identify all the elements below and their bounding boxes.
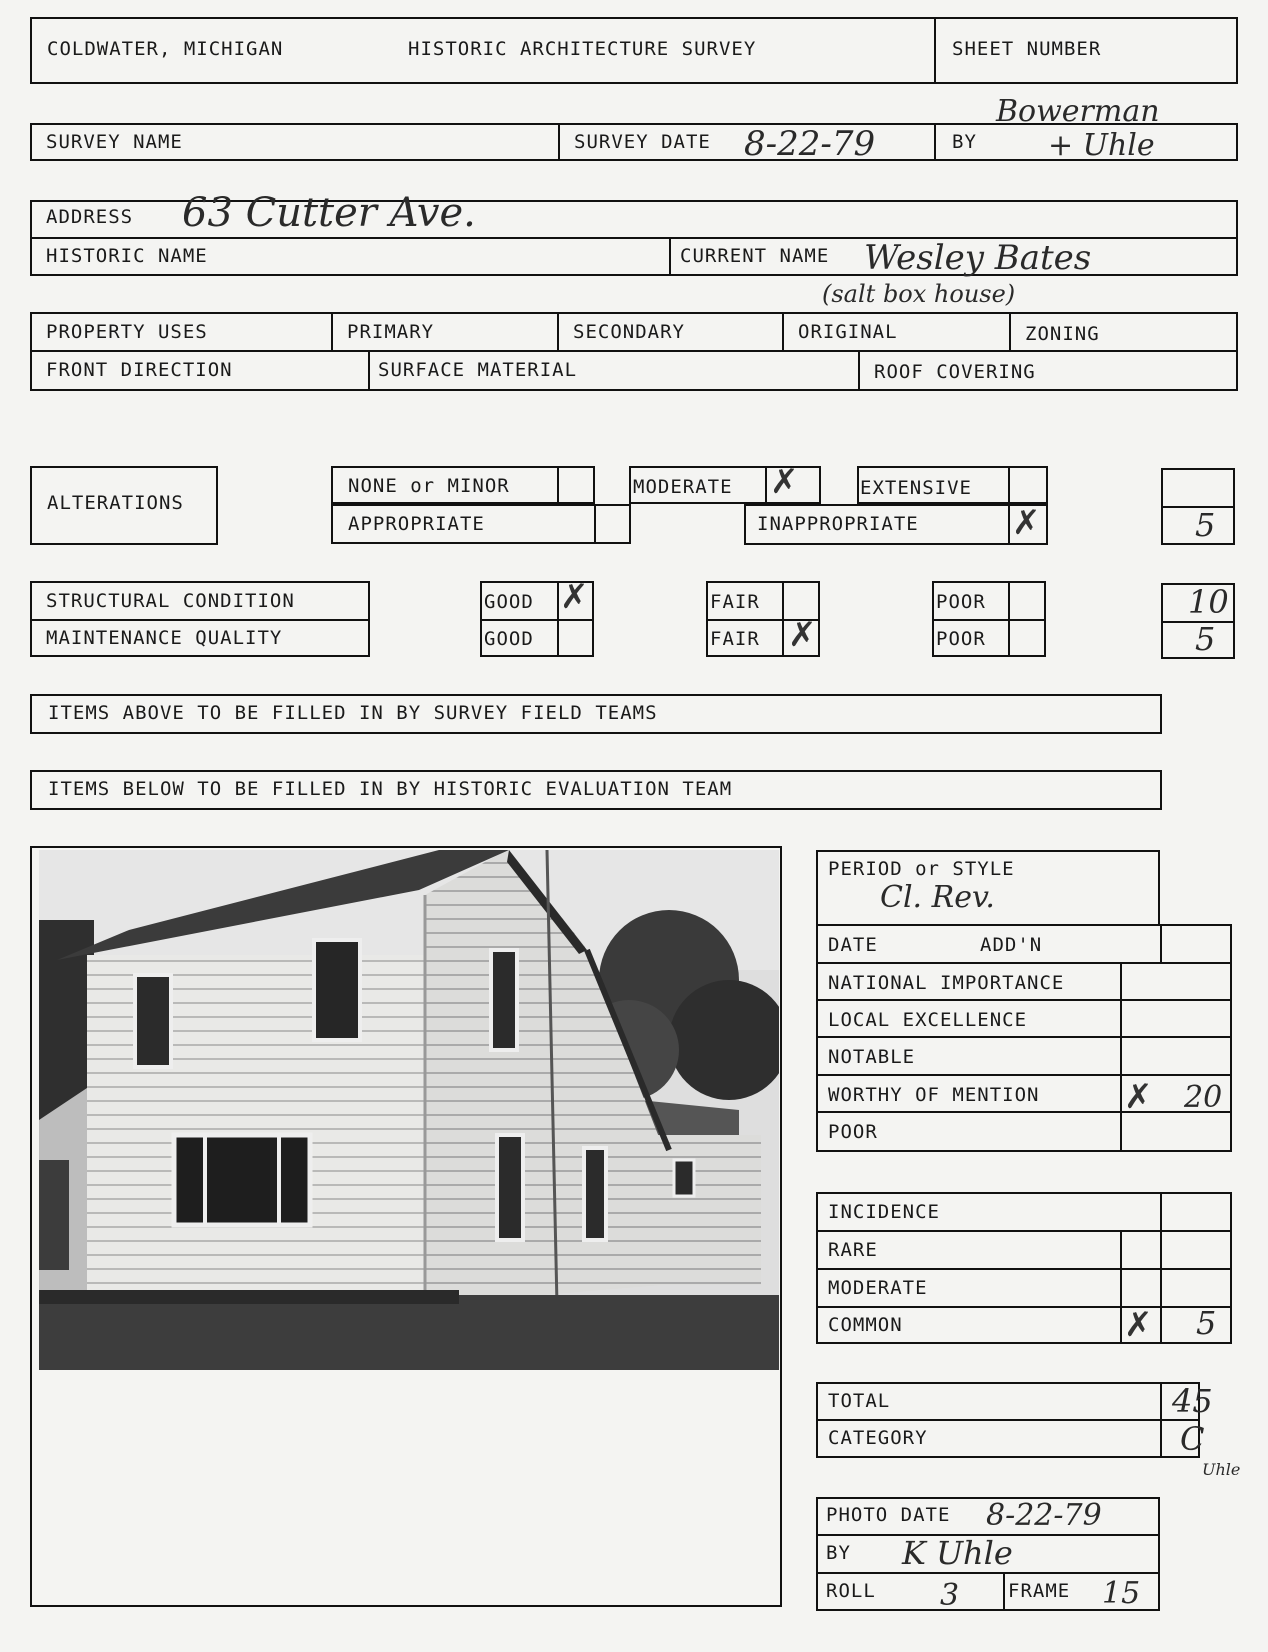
survey-date-label: SURVEY DATE [574, 131, 711, 153]
inappropriate-label: INAPPROPRIATE [757, 513, 919, 535]
current-name-value: Wesley Bates [864, 238, 1092, 278]
good-label-structural: GOOD [484, 591, 534, 613]
good-row-divider [480, 619, 594, 621]
totals-col-divider [1160, 1382, 1162, 1458]
appropriate-label: APPROPRIATE [348, 513, 485, 535]
category-initials: Uhle [1202, 1460, 1241, 1479]
survey-date-value: 8-22-79 [744, 124, 876, 164]
photo-date-label: PHOTO DATE [826, 1504, 951, 1526]
evaluation-score: 20 [1184, 1080, 1223, 1115]
maintenance-fair-checkmark: ✗ [788, 615, 817, 655]
property-row-divider [30, 350, 1238, 352]
frame-label: FRAME [1008, 1580, 1071, 1602]
roll-value: 3 [940, 1578, 960, 1613]
structural-good-checkmark: ✗ [560, 577, 589, 617]
house-photo [39, 850, 779, 1370]
photo-by-label: BY [826, 1542, 851, 1564]
sheet-number-label: SHEET NUMBER [952, 38, 1102, 60]
eval-row-divider-2 [816, 999, 1232, 1001]
form-title: HISTORIC ARCHITECTURE SURVEY [408, 38, 757, 60]
eval-col-divider-2 [1160, 924, 1162, 962]
moderate-alt-checkmark: ✗ [770, 462, 799, 502]
inc-col-divider-1 [1160, 1192, 1162, 1344]
roll-label: ROLL [826, 1580, 876, 1602]
property-divider-6 [858, 350, 860, 391]
survey-by-line1: Bowerman [996, 94, 1160, 129]
notice-below: ITEMS BELOW TO BE FILLED IN BY HISTORIC EVALUATION TEAM [48, 778, 733, 800]
property-divider-4 [1009, 312, 1011, 350]
national-importance-label: NATIONAL IMPORTANCE [828, 972, 1065, 994]
incidence-label: INCIDENCE [828, 1201, 940, 1223]
notice-above: ITEMS ABOVE TO BE FILLED IN BY SURVEY FIELD TEAMS [48, 702, 658, 724]
inc-row-divider-2 [816, 1268, 1232, 1270]
alterations-score: 5 [1195, 506, 1216, 544]
city-label: COLDWATER, MICHIGAN [47, 38, 284, 60]
poor-label-structural: POOR [936, 591, 986, 613]
address-label: ADDRESS [46, 206, 134, 228]
survey-divider-1 [558, 123, 560, 161]
maintenance-quality-label: MAINTENANCE QUALITY [46, 627, 283, 649]
moderate-alt-check-divider [765, 466, 767, 504]
worthy-of-mention-label: WORTHY OF MENTION [828, 1084, 1040, 1106]
rare-label: RARE [828, 1239, 878, 1261]
secondary-label: SECONDARY [573, 321, 685, 343]
total-value: 45 [1172, 1382, 1213, 1420]
common-label: COMMON [828, 1314, 903, 1336]
inappropriate-check-divider [1008, 504, 1010, 545]
totals-row-divider [816, 1419, 1200, 1421]
current-name-label: CURRENT NAME [680, 245, 830, 267]
eval-col-divider-1 [1120, 962, 1122, 1152]
none-minor-check-divider [557, 466, 559, 504]
photo-date-value: 8-22-79 [986, 1498, 1102, 1533]
extensive-label: EXTENSIVE [860, 477, 972, 499]
fair-label-structural: FAIR [710, 591, 760, 613]
evaluation-table [816, 924, 1232, 1152]
local-excellence-label: LOCAL EXCELLENCE [828, 1009, 1028, 1031]
poor-row-divider [932, 619, 1046, 621]
none-minor-label: NONE or MINOR [348, 475, 510, 497]
survey-by-label: BY [952, 131, 977, 153]
eval-row-divider-5 [816, 1111, 1232, 1113]
category-value: C [1180, 1420, 1205, 1458]
alterations-label: ALTERATIONS [47, 492, 184, 514]
good-check-divider [557, 581, 559, 657]
photo-info-divider-2 [816, 1572, 1160, 1574]
eval-addn-label: ADD'N [980, 934, 1043, 956]
moderate-alt-label: MODERATE [633, 476, 733, 498]
survey-by-line2: + Uhle [1048, 128, 1155, 163]
poor-label-maintenance: POOR [936, 628, 986, 650]
incidence-moderate-label: MODERATE [828, 1277, 928, 1299]
period-style-value: Cl. Rev. [880, 880, 995, 915]
eval-poor-label: POOR [828, 1121, 878, 1143]
surface-material-label: SURFACE MATERIAL [378, 359, 578, 381]
current-name-divider [669, 237, 671, 276]
historic-name-label: HISTORIC NAME [46, 245, 208, 267]
zoning-label: ZONING [1025, 323, 1100, 345]
original-label: ORIGINAL [798, 321, 898, 343]
fair-check-divider [782, 581, 784, 657]
appropriate-check-divider [594, 504, 596, 544]
good-label-maintenance: GOOD [484, 628, 534, 650]
eval-row-divider-4 [816, 1074, 1232, 1076]
eval-date-label: DATE [828, 934, 878, 956]
structural-score: 10 [1188, 583, 1229, 621]
property-divider-3 [782, 312, 784, 350]
inc-row-divider-1 [816, 1230, 1232, 1232]
property-uses-label: PROPERTY USES [46, 321, 208, 343]
condition-row-divider [30, 619, 370, 621]
structural-condition-label: STRUCTURAL CONDITION [46, 590, 295, 612]
worthy-checkmark: ✗ [1124, 1077, 1153, 1117]
survey-divider-2 [934, 123, 936, 161]
eval-row-divider-3 [816, 1036, 1232, 1038]
fair-label-maintenance: FAIR [710, 628, 760, 650]
front-direction-label: FRONT DIRECTION [46, 359, 233, 381]
frame-value: 15 [1102, 1576, 1141, 1611]
property-divider-1 [331, 312, 333, 350]
roof-covering-label: ROOF COVERING [874, 361, 1036, 383]
inc-row-divider-3 [816, 1306, 1232, 1308]
photo-by-value: K Uhle [902, 1534, 1013, 1572]
maintenance-score: 5 [1195, 620, 1216, 658]
period-style-label: PERIOD or STYLE [828, 858, 1015, 880]
extensive-check-divider [1008, 466, 1010, 504]
header-divider [934, 17, 936, 84]
notable-label: NOTABLE [828, 1046, 916, 1068]
total-label: TOTAL [828, 1390, 891, 1412]
address-value: 63 Cutter Ave. [182, 190, 476, 236]
common-checkmark: ✗ [1124, 1305, 1153, 1345]
inc-col-divider-2 [1120, 1230, 1122, 1344]
inappropriate-checkmark: ✗ [1012, 503, 1041, 543]
category-label: CATEGORY [828, 1427, 928, 1449]
poor-check-divider [1008, 581, 1010, 657]
survey-name-label: SURVEY NAME [46, 131, 183, 153]
photo-info-col-divider [1003, 1572, 1005, 1611]
primary-label: PRIMARY [347, 321, 435, 343]
house-photo-illustration [39, 850, 779, 1370]
property-divider-5 [368, 350, 370, 391]
property-divider-2 [557, 312, 559, 350]
incidence-score: 5 [1196, 1304, 1217, 1342]
current-name-note: (salt box house) [822, 280, 1016, 308]
eval-row-divider-1 [816, 962, 1232, 964]
